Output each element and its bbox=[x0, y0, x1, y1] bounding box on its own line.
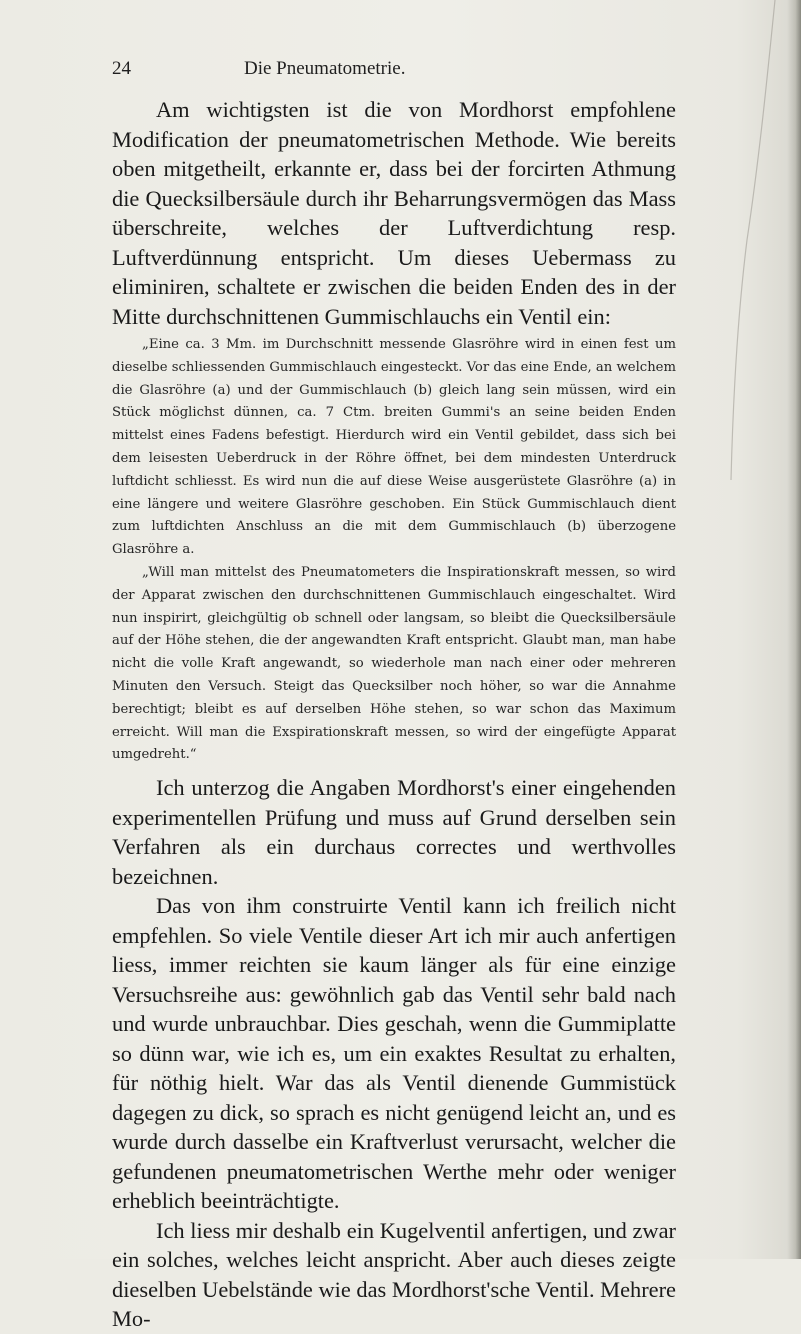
paragraph-examination: Ich unterzog die Angaben Mordhorst's einer eingehenden experimentellen Prüfung und muss auf Grund derselben sein Verfahren als ein durchaus correctes und werthvolles bezeichnen. bbox=[112, 775, 676, 889]
body-text bbox=[112, 95, 676, 1334]
page-edge-shadow bbox=[787, 0, 801, 1259]
running-title: Die Pneumatometrie. bbox=[244, 58, 406, 79]
paragraph-modification: Am wichtigsten ist die von Mordhorst empfohlene Modification der pneumatometrischen Methode. Wie bereits oben mitgetheilt, erkannte er, dass bei der forcirten Athmung die Quecksilbersäule durch ihr Beharrungsvermögen das Mass überschreite, welches der Luftverdichtung resp. Luftverdünnung entspricht. Um dieses Uebermass zu eliminiren, schaltete er zwischen die beiden Enden des in der Mitte durchschnittenen Gummischlauchs ein Ventil ein: bbox=[112, 97, 676, 329]
page-header bbox=[112, 58, 668, 88]
quote-measurement: „Will man mittelst des Pneumatometers die Inspirationskraft messen, so wird der Apparat zwischen den durchschnittenen Gummischlauch eingeschaltet. Wird nun inspirirt, gleichgültig ob schnell oder langsam, so bleibt die Quecksilbersäule auf der Höhe stehen, die der angewandten Kraft entspricht. Glaubt man, man habe nicht die volle Kraft angewandt, so wiederhole man nach einer oder mehreren Minuten den Versuch. Steigt das Quecksilber noch höher, so war die Annahme berechtigt; bleibt es auf derselben Höhe stehen, so war schon das Maximum erreicht. Will man die Exspirationskraft messen, so wird der eingefügte Apparat umgedreht.“ bbox=[112, 564, 676, 763]
page-fold-line bbox=[723, 0, 783, 620]
paragraph-ball-valve: Ich liess mir deshalb ein Kugelventil anfertigen, und zwar ein solches, welches leicht anspricht. Aber auch dieses zeigte dieselben Uebelstände wie das Mordhorst'sche Ventil. Mehrere Mo- bbox=[112, 1217, 676, 1332]
paragraph-valve-critique: Das von ihm construirte Ventil kann ich freilich nicht empfehlen. So viele Ventile dieser Art ich mir auch anfertigen liess, immer reichten sie kaum länger als für eine einzige Versuchsreihe aus: gewöhnlich gab das Ventil sehr bald nach und wurde unbrauchbar. Dies geschah, wenn die Gummiplatte so dünn war, wie ich es, um ein exaktes Resultat zu erhalten, für nöthig hielt. War das als Ventil dienende Gummistück dagegen zu dick, so sprach es nicht genügend leicht an, und es wurde durch dasselbe ein Kraftverlust verursacht, welcher die gefundenen pneumatometrischen Werthe mehr oder weniger erheblich beeinträchtigte. bbox=[112, 893, 676, 1214]
page-number: 24 bbox=[112, 58, 131, 79]
quote-block bbox=[112, 334, 676, 767]
quote-valve-construction: „Eine ca. 3 Mm. im Durchschnitt messende Glasröhre wird in einen fest um dieselbe schliessenden Gummischlauch eingesteckt. Vor das eine Ende, an welchem die Glasröhre (a) und der Gummischlauch (b) gleich lang sein müssen, wird ein Stück möglichst dünnen, ca. 7 Ctm. breiten Gummi's an seine beiden Enden mittelst eines Fadens befestigt. Hierdurch wird ein Ventil gebildet, dass sich bei dem leisesten Ueberdruck in der Röhre öffnet, bei dem mindesten Unterdruck luftdicht schliesst. Es wird nun die auf diese Weise ausgerüstete Glasröhre (a) in eine längere und weitere Glasröhre geschoben. Ein Stück Gummischlauch dient zum luftdichten Anschluss an die mit dem Gummischlauch (b) überzogene Glasröhre a. bbox=[112, 337, 676, 558]
